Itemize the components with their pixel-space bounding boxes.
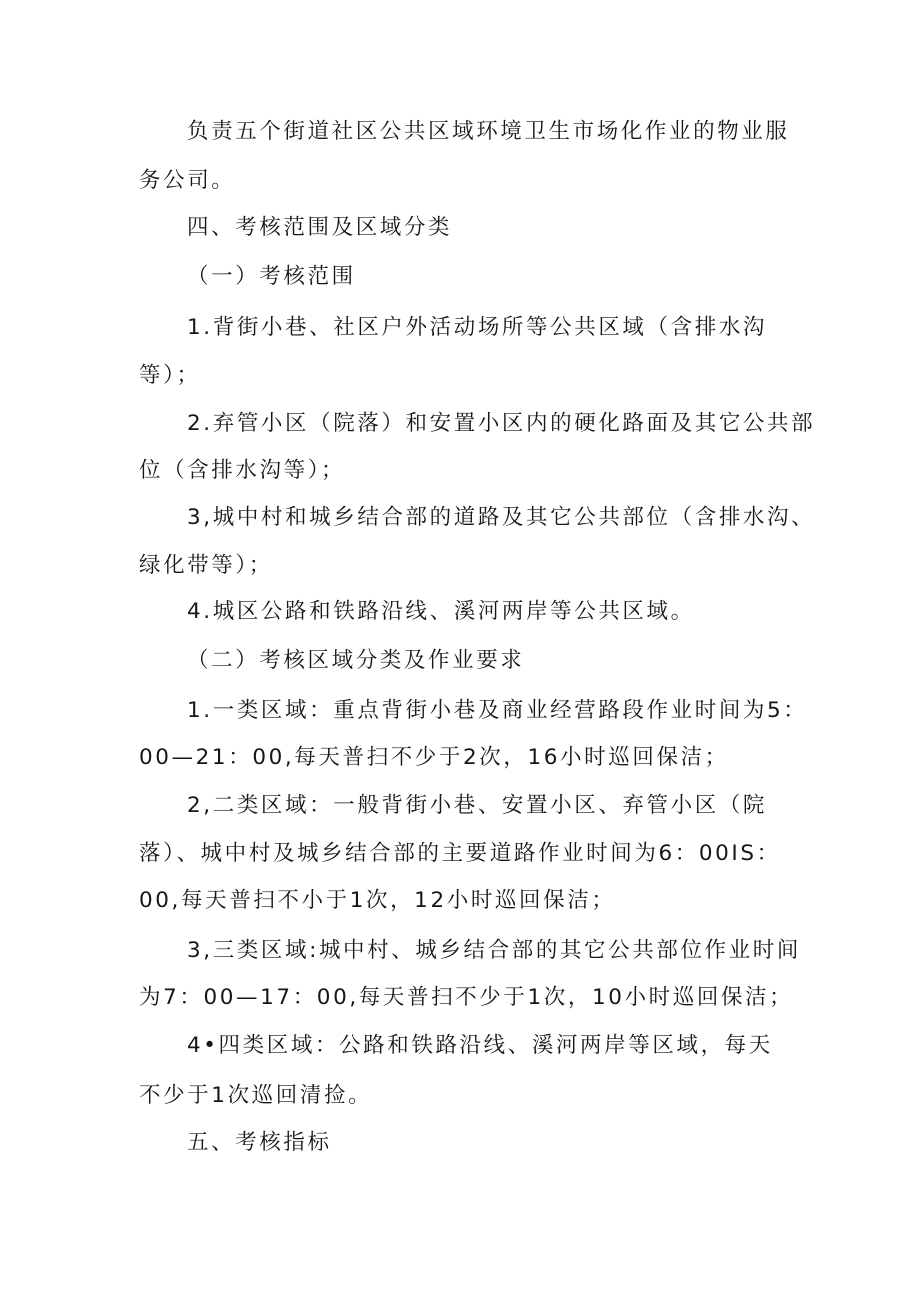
body-text-line: 4•四类区域：公路和铁路沿线、溪河两岸等区域，每天 <box>187 1033 773 1058</box>
body-text-line: 1.背街小巷、社区户外活动场所等公共区域（含排水沟 <box>187 315 768 340</box>
body-text-line: 3,三类区域:城中村、城乡结合部的其它公共部位作业时间 <box>187 938 801 963</box>
section-heading: 四、考核范围及区域分类 <box>187 215 453 240</box>
body-text-line: 3,城中村和城乡结合部的道路及其它公共部位（含排水沟、 <box>187 505 816 530</box>
body-text-line: 2,二类区域：一般背街小巷、安置小区、弃管小区（院 <box>187 793 768 818</box>
body-text-line: 务公司。 <box>139 168 236 193</box>
subsection-heading: （一）考核范围 <box>187 264 356 289</box>
body-text-line: 绿化带等）； <box>139 553 273 578</box>
body-text-line: 为7：00—17：00,每天普扫不少于1次，10小时巡回保洁； <box>139 985 794 1010</box>
body-text-line: 00—21：00,每天普扫不少于2次，16小时巡回保洁； <box>139 745 729 770</box>
section-heading: 五、考核指标 <box>187 1130 332 1155</box>
body-text-line: 不少于1次巡回清捡。 <box>139 1083 373 1108</box>
body-text-line: 位（含排水沟等）； <box>139 458 346 483</box>
body-text-line: 落）、城中村及城乡结合部的主要道路作业时间为6：00IS： <box>139 841 781 866</box>
body-text-line: 00,每天普扫不小于1次，12小时巡回保洁； <box>139 888 616 913</box>
body-text-line: 等）； <box>139 363 201 388</box>
body-text-line: 1.一类区域：重点背街小巷及商业经营路段作业时间为5： <box>187 698 808 723</box>
body-text-line: 4.城区公路和铁路沿线、溪河两岸等公共区域。 <box>187 599 695 624</box>
subsection-heading: （二）考核区域分类及作业要求 <box>187 648 525 673</box>
body-text-line: 2.弃管小区（院落）和安置小区内的硬化路面及其它公共部 <box>187 411 816 436</box>
body-text-line: 负责五个街道社区公共区域环境卫生市场化作业的物业服 <box>187 119 790 144</box>
